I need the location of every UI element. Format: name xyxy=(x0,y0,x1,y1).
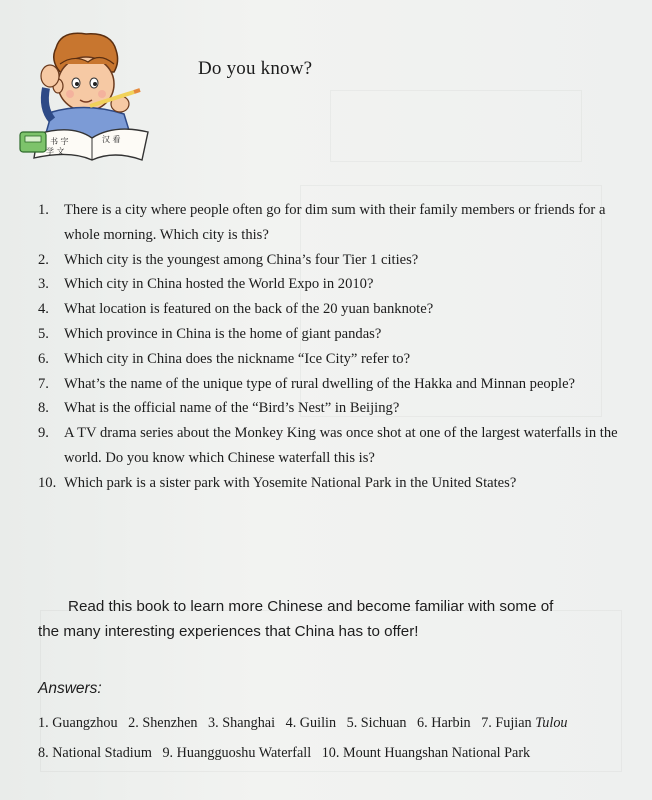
question-text: What’s the name of the unique type of rural dwelling of the Hakka and Minnan people? xyxy=(64,375,576,392)
answer-item: 10. Mount Huangshan National Park xyxy=(321,745,531,761)
answer-item: 1. Guangzhou xyxy=(38,715,118,731)
page-title: Do you know? xyxy=(198,58,313,79)
svg-text:汉 看: 汉 看 xyxy=(102,135,121,144)
answers-heading: Answers: xyxy=(38,680,102,697)
question-number: 5. xyxy=(38,325,49,342)
answer-item: 3. Shanghai xyxy=(208,715,276,731)
question-item xyxy=(38,248,638,273)
intro-line: Read this book to learn more Chinese and become familiar with some of xyxy=(68,598,554,615)
answer-item: 6. Harbin xyxy=(417,715,471,731)
question-text: What location is featured on the back of the 20 yuan banknote? xyxy=(64,301,434,318)
question-item xyxy=(38,396,638,421)
answer-item: 2. Shenzhen xyxy=(128,715,198,731)
answer-item: 4. Guilin xyxy=(285,715,337,731)
svg-text:学 文: 学 文 xyxy=(46,147,65,156)
answer-item: 8. National Stadium xyxy=(38,745,152,761)
question-number: 3. xyxy=(38,276,49,293)
intro-line: the many interesting experiences that China has to offer! xyxy=(38,623,419,640)
question-item xyxy=(38,347,638,372)
question-item xyxy=(38,372,638,397)
question-text: Which province in China is the home of giant pandas? xyxy=(64,325,382,342)
bleed-through-box xyxy=(330,90,582,162)
question-text: Which park is a sister park with Yosemite National Park in the United States? xyxy=(64,474,517,491)
question-number: 1. xyxy=(38,202,49,218)
question-item xyxy=(38,297,638,322)
answer-item: 9. Huangguoshu Waterfall xyxy=(162,745,312,761)
question-item xyxy=(38,421,638,471)
answer-item xyxy=(481,715,567,731)
question-text: Which city is the youngest among China’s four Tier 1 cities? xyxy=(64,251,419,268)
question-text: There is a city where people often go for dim sum with their family members or friends for a whole morning. Which city is this? xyxy=(64,202,606,243)
question-text: Which city in China hosted the World Expo in 2010? xyxy=(64,276,374,293)
intro-paragraph xyxy=(38,594,638,644)
svg-text:书 字: 书 字 xyxy=(50,137,69,146)
answer-italic-term: Tulou xyxy=(535,715,568,731)
question-number: 6. xyxy=(38,350,49,367)
question-number: 9. xyxy=(38,425,49,442)
question-number: 4. xyxy=(38,301,49,318)
question-item xyxy=(38,198,638,248)
answer-item: 5. Sichuan xyxy=(346,715,407,731)
question-item xyxy=(38,322,638,347)
student-reading-icon xyxy=(16,28,156,163)
question-number: 10. xyxy=(38,474,57,491)
answer-text: 7. Fujian xyxy=(481,715,532,731)
question-number: 8. xyxy=(38,400,49,417)
question-number: 2. xyxy=(38,251,49,268)
question-item xyxy=(38,471,638,496)
question-list xyxy=(38,198,638,496)
question-text: What is the official name of the “Bird’s Nest” in Beijing? xyxy=(64,400,400,417)
question-item xyxy=(38,272,638,297)
question-text: A TV drama series about the Monkey King was once shot at one of the largest waterfalls in the world. Do you know which Chinese waterfall this is? xyxy=(64,425,618,466)
question-text: Which city in China does the nickname “Ice City” refer to? xyxy=(64,350,411,367)
question-number: 7. xyxy=(38,375,49,392)
answers-list xyxy=(38,708,648,768)
